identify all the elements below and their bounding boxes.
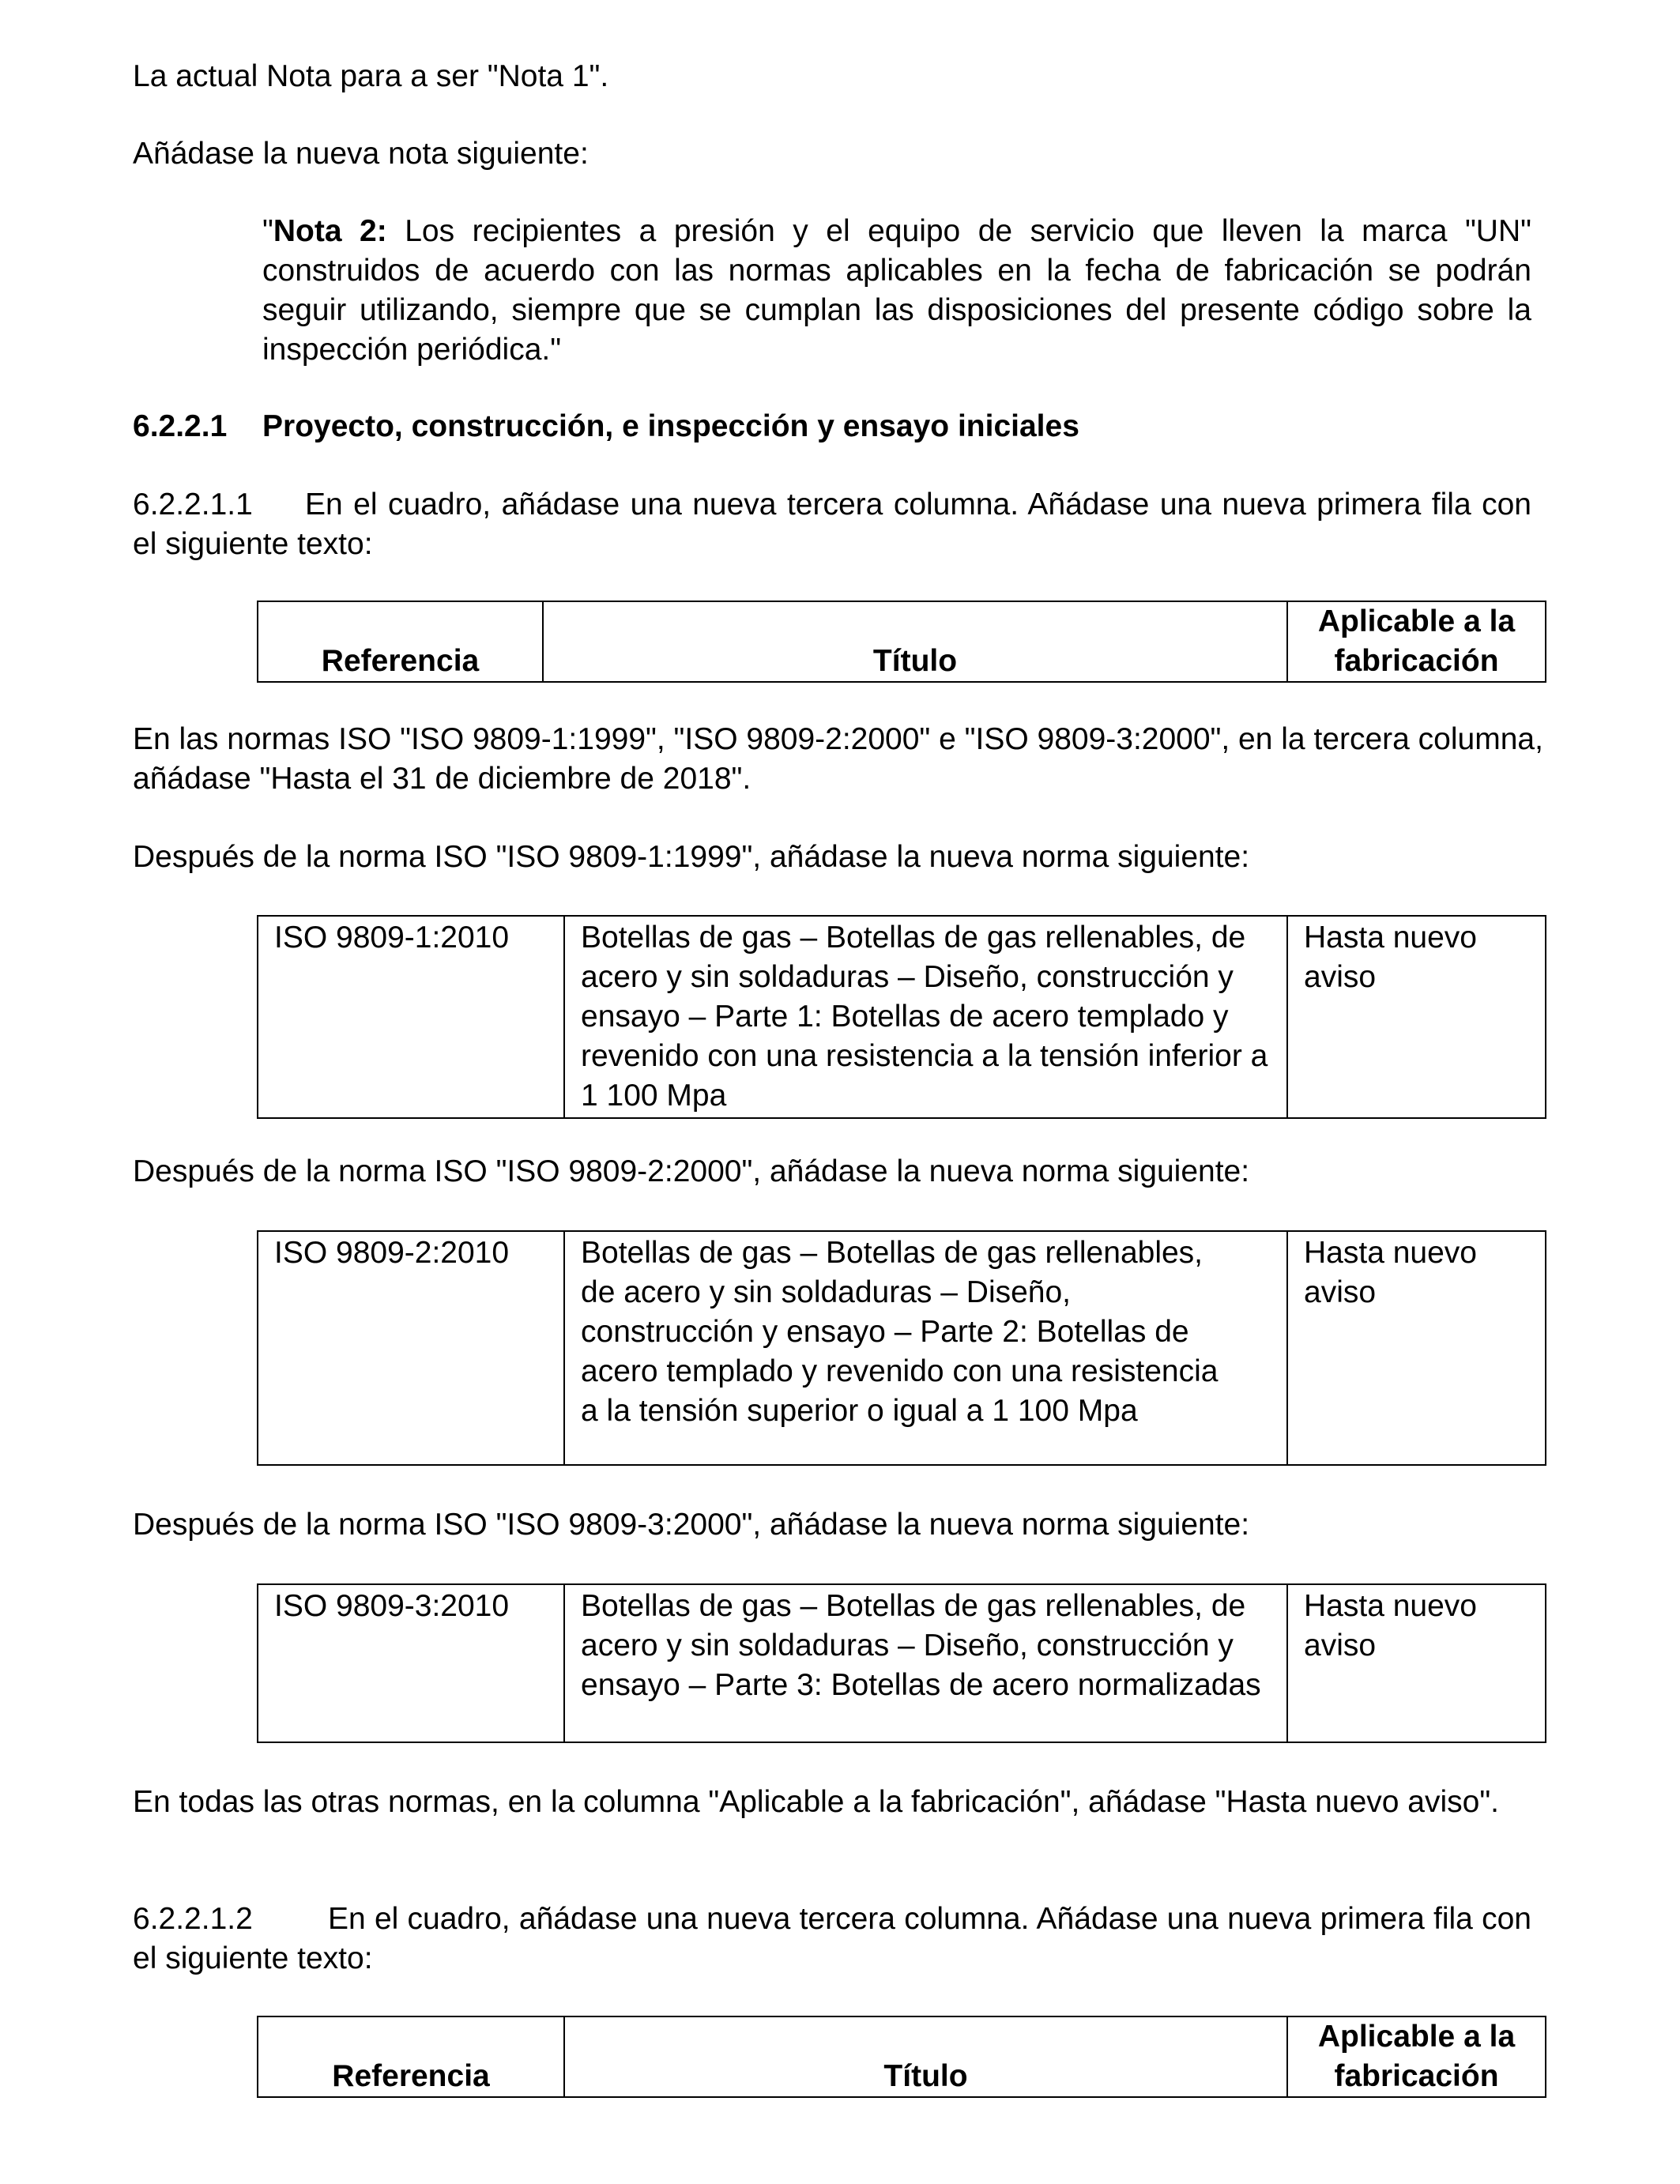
paragraph-nota-1: La actual Nota para a ser "Nota 1". — [133, 59, 609, 93]
section-number: 6.2.2.1 — [133, 409, 228, 443]
cell-title: Botellas de gas – Botellas de gas rellenables, de acero y sin soldaduras – Diseño, construcción y ensayo – Parte 2: Botellas de acero templado y revenido con una resistencia a la tensión superior o igual a 1 100 Mpa — [564, 1231, 1287, 1465]
paragraph-iso-norms: En las normas ISO "ISO 9809-1:1999", "ISO 9809-2:2000" e "ISO 9809-3:2000", en la tercera columna, añádase "Hasta el 31 de diciembre de 2018". — [133, 722, 1543, 796]
header-aplicable: Aplicable a la fabricación — [1287, 601, 1546, 682]
paragraph-add-note: Añádase la nueva nota siguiente: — [133, 137, 589, 171]
header-referencia: Referencia — [258, 2016, 564, 2097]
paragraph-other-norms: En todas las otras normas, en la columna "Aplicable a la fabricación", añádase "Hasta nuevo aviso". — [133, 1785, 1500, 1819]
cell-title: Botellas de gas – Botellas de gas rellenables, de acero y sin soldaduras – Diseño, construcción y ensayo – Parte 3: Botellas de acero normalizadas — [564, 1584, 1287, 1742]
cell-applicable: Hasta nuevo aviso — [1287, 916, 1546, 1118]
cell-reference: ISO 9809-2:2010 — [258, 1231, 564, 1465]
table-iso-9809-3 — [257, 1583, 1546, 1743]
header-titulo: Título — [564, 2016, 1287, 2097]
header-table-1 — [257, 601, 1546, 683]
table-iso-9809-1 — [257, 915, 1546, 1119]
section-title: Proyecto, construcción, e inspección y ensayo iniciales — [262, 409, 1079, 443]
cell-applicable: Hasta nuevo aviso — [1287, 1584, 1546, 1742]
table-iso-9809-2 — [257, 1230, 1546, 1466]
cell-reference: ISO 9809-1:2010 — [258, 916, 564, 1118]
header-table-2 — [257, 2016, 1546, 2098]
note-label: Nota 2: — [273, 214, 387, 248]
section-heading — [133, 407, 1547, 446]
paragraph-after-9809-1: Después de la norma ISO "ISO 9809-1:1999", añádase la nueva norma siguiente: — [133, 840, 1250, 874]
note-2-block — [262, 212, 1531, 370]
paragraph-after-9809-2: Después de la norma ISO "ISO 9809-2:2000", añádase la nueva norma siguiente: — [133, 1154, 1250, 1188]
header-referencia: Referencia — [258, 601, 543, 682]
subsection-text: En el cuadro, añádase una nueva tercera columna. Añádase una nueva primera fila con el siguiente texto: — [133, 488, 1531, 561]
note-text: Los recipientes a presión y el equipo de servicio que lleven la marca "UN" construidos de acuerdo con las normas aplicables en la fecha de fabricación se podrán seguir utilizando, siempre que se cumplan las disposiciones del presente código sobre la inspección periódica." — [262, 214, 1531, 367]
paragraph-after-9809-3: Después de la norma ISO "ISO 9809-3:2000", añádase la nueva norma siguiente: — [133, 1508, 1250, 1542]
table-row — [258, 916, 1546, 1118]
cell-reference: ISO 9809-3:2010 — [258, 1584, 564, 1742]
subsection-number: 6.2.2.1.2 — [133, 1902, 253, 1936]
table-row — [258, 1231, 1546, 1465]
table-row — [258, 1584, 1546, 1742]
subsection-6-2-2-1-2 — [133, 1900, 1531, 1979]
header-titulo: Título — [543, 601, 1287, 682]
cell-title: Botellas de gas – Botellas de gas rellenables, de acero y sin soldaduras – Diseño, construcción y ensayo – Parte 1: Botellas de acero templado y revenido con una resistencia a la tensión inferior a 1 100 Mpa — [564, 916, 1287, 1118]
subsection-6-2-2-1-1 — [133, 485, 1531, 564]
note-open-quote: " — [262, 214, 273, 248]
subsection-text: En el cuadro, añádase una nueva tercera columna. Añádase una nueva primera fila con el siguiente texto: — [133, 1902, 1531, 1975]
subsection-number: 6.2.2.1.1 — [133, 488, 253, 522]
cell-applicable: Hasta nuevo aviso — [1287, 1231, 1546, 1465]
header-aplicable: Aplicable a la fabricación — [1287, 2016, 1546, 2097]
